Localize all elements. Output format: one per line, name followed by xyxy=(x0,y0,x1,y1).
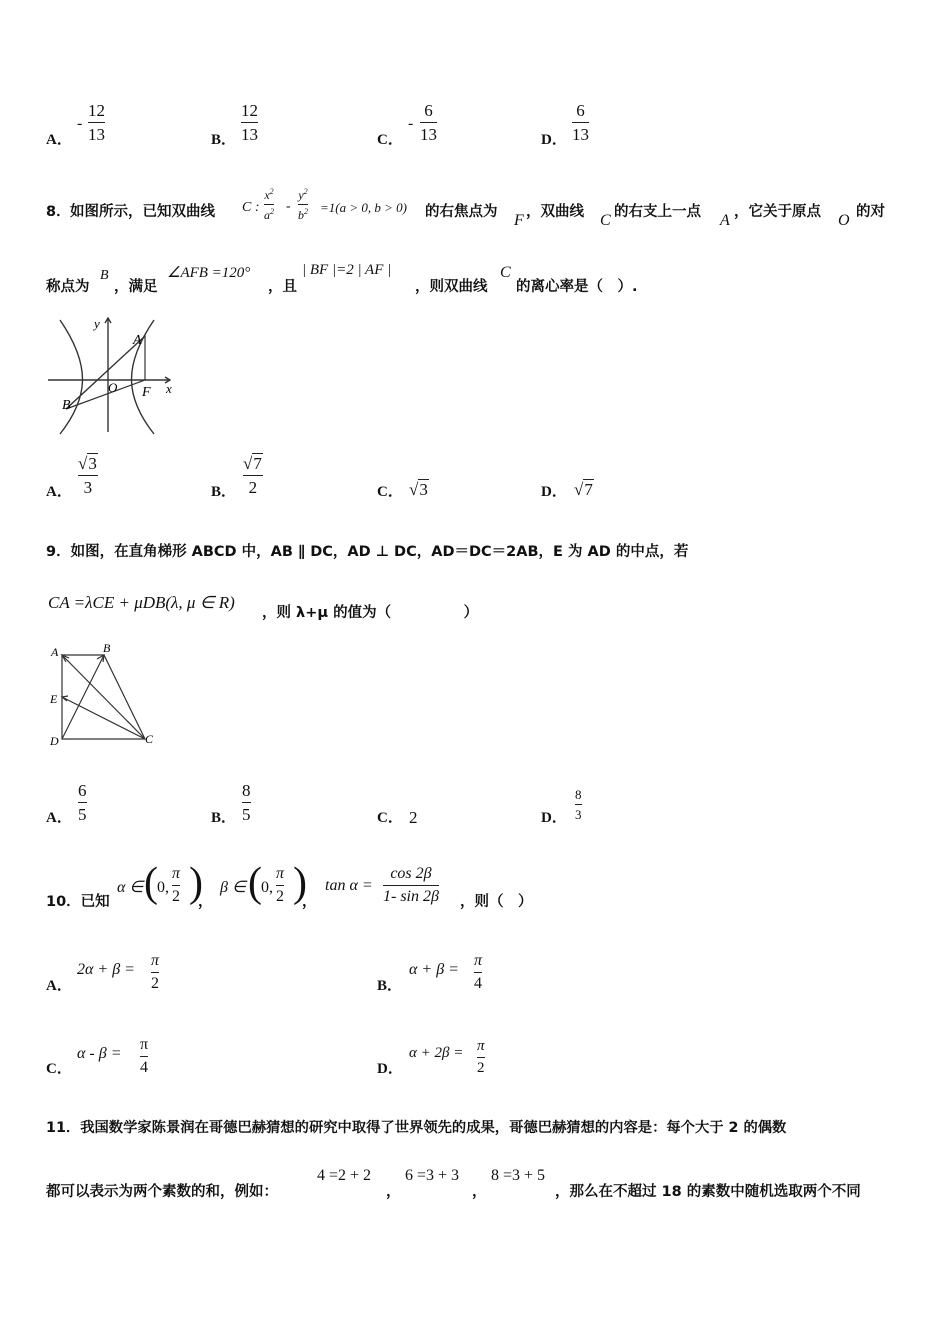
fig-label-b: B xyxy=(62,398,71,413)
q11-line-2b: ，那么在不超过 18 的素数中随机选取两个不同 xyxy=(555,1184,861,1200)
q10-tan-fraction: cos 2β 1- sin 2β xyxy=(383,865,439,905)
q10-comma-2: ， xyxy=(302,894,317,910)
q10-option-a-lhs: 2α + β = xyxy=(77,961,135,978)
q8-option-a-value: √3 3 xyxy=(78,454,97,497)
q8-curve-prefix: C : xyxy=(242,200,260,215)
q9-option-b-fraction: 8 5 xyxy=(242,781,251,824)
q10-tan-alpha: tan α = xyxy=(325,877,373,894)
q11-line-1: 11．我国数学家陈景润在哥德巴赫猜想的研究中取得了世界领先的成果，哥德巴赫猜想的内容是：每个大于 2 的偶数 xyxy=(46,1120,787,1136)
q11-sep-2: ， xyxy=(472,1184,487,1200)
q10-option-b-label[interactable]: B． xyxy=(377,978,403,994)
q7-option-b-label[interactable]: B． xyxy=(211,132,237,148)
q8-text-7: 称点为 xyxy=(46,279,90,295)
q10-comma-1: ， xyxy=(198,894,213,910)
q7-option-b-fraction: 12 13 xyxy=(241,101,258,144)
q11-example-3: 8 =3 + 5 xyxy=(491,1167,546,1184)
q9-trapezoid-figure xyxy=(44,640,162,750)
q8-text-4: 的右支上一点 xyxy=(614,204,701,220)
q8-text-5: ，它关于原点 xyxy=(734,204,821,220)
q8-point-f: F xyxy=(514,212,524,229)
q10-option-c-lhs: α - β = xyxy=(77,1045,122,1062)
fig-label-c: C xyxy=(145,732,154,746)
q10-lead: 10．已知 xyxy=(46,894,110,910)
q7-option-c-sign: - xyxy=(408,115,414,132)
fig-label-a: A xyxy=(133,333,142,348)
q10-option-d-lhs: α + 2β = xyxy=(409,1045,464,1061)
q10-beta-zero: 0, xyxy=(261,879,273,896)
q8-minus: - xyxy=(286,199,291,214)
q7-option-c-fraction: 6 13 xyxy=(420,101,437,144)
q9-option-a-label[interactable]: A． xyxy=(46,810,72,826)
q10-alpha-close-paren: ) xyxy=(189,860,203,906)
q8-curve-c2: C xyxy=(500,264,511,281)
fig-label-e: E xyxy=(50,692,58,706)
q7-option-a-label[interactable]: A． xyxy=(46,132,72,148)
q8-equation-tail: =1(a > 0, b > 0) xyxy=(320,200,407,215)
q9-option-c-value: 2 xyxy=(409,808,418,827)
q7-option-a-fraction: 12 13 xyxy=(88,101,105,144)
fig-label-x: x xyxy=(166,381,172,396)
q10-option-a-label[interactable]: A． xyxy=(46,978,72,994)
q8-text-3: ，双曲线 xyxy=(526,204,584,220)
q10-beta-in: β ∈ xyxy=(220,879,246,896)
q10-alpha-in: α ∈ xyxy=(117,879,144,896)
fig-label-b: B xyxy=(103,641,111,655)
q10-alpha-open-paren: ( xyxy=(144,860,158,906)
q8-angle-condition: ∠AFB =120° xyxy=(167,265,251,281)
q8-option-b-value: √7 2 xyxy=(243,454,262,497)
q8-option-b-label[interactable]: B． xyxy=(211,484,237,500)
q10-tail: ，则（ ） xyxy=(460,894,533,910)
q7-option-d-label[interactable]: D． xyxy=(541,132,567,148)
q11-example-2: 6 =3 + 3 xyxy=(405,1167,460,1184)
q11-example-1: 4 =2 + 2 xyxy=(317,1167,372,1184)
q9-line-2: ，则 λ+μ 的值为（ ） xyxy=(262,605,479,621)
q8-point-b: B xyxy=(100,268,109,283)
q10-alpha-upper: π 2 xyxy=(172,865,181,905)
q9-option-d-fraction: 8 3 xyxy=(575,787,582,822)
q10-option-b-lhs: α + β = xyxy=(409,961,459,978)
q8-point-o: O xyxy=(838,212,850,229)
q8-text-6: 的对 xyxy=(856,204,885,220)
q8-number: 8． xyxy=(46,204,71,220)
q8-text-8: ，满足 xyxy=(114,279,158,295)
fig-label-f: F xyxy=(142,385,151,400)
q10-alpha-zero: 0, xyxy=(157,879,169,896)
q10-option-c-label[interactable]: C． xyxy=(46,1061,72,1077)
q10-beta-open-paren: ( xyxy=(248,860,262,906)
q9-vector-expression: CA =λCE + μDB(λ, μ ∈ R) xyxy=(48,593,235,612)
vector-db xyxy=(62,655,104,739)
q8-hyperbola-figure xyxy=(44,314,184,436)
q8-curve-c: C xyxy=(600,212,611,229)
q10-option-a-fraction: π 2 xyxy=(151,952,160,992)
q7-option-d-fraction: 6 13 xyxy=(572,101,589,144)
q11-line-2a: 都可以表示为两个素数的和，例如： xyxy=(46,1184,278,1200)
q9-option-b-label[interactable]: B． xyxy=(211,810,237,826)
q8-text-10: ，则双曲线 xyxy=(415,279,488,295)
q11-sep-1: ， xyxy=(386,1184,401,1200)
fig-label-y: y xyxy=(94,316,100,331)
q8-point-a: A xyxy=(720,212,730,229)
fig-label-a: A xyxy=(51,645,59,659)
vector-ca xyxy=(62,655,145,739)
q10-option-d-fraction: π 2 xyxy=(477,1038,485,1076)
q10-option-c-fraction: π 4 xyxy=(140,1036,149,1076)
q9-option-c-label[interactable]: C． xyxy=(377,810,403,826)
q8-text-1: 如图所示，已知双曲线 xyxy=(70,204,215,220)
q9-option-a-fraction: 6 5 xyxy=(78,781,87,824)
q8-x2-over-a2: $x^2$ $a^2$ xyxy=(264,187,274,222)
q8-option-a-label[interactable]: A． xyxy=(46,484,72,500)
q7-option-a-sign: - xyxy=(77,115,83,132)
q8-option-d-value: √7 xyxy=(574,480,593,499)
vector-ce xyxy=(62,697,145,739)
q8-option-d-label[interactable]: D． xyxy=(541,484,567,500)
fig-label-o: O xyxy=(108,380,118,395)
q8-text-9: ，且 xyxy=(268,279,297,295)
q10-beta-close-paren: ) xyxy=(293,860,307,906)
left-branch xyxy=(60,320,83,434)
q9-option-d-label[interactable]: D． xyxy=(541,810,567,826)
q8-length-condition: | BF |=2 | AF | xyxy=(302,262,392,278)
q9-line-1: 9．如图，在直角梯形 ABCD 中，AB ∥ DC，AD ⊥ DC，AD＝DC＝2AB，E 为 AD 的中点，若 xyxy=(46,544,689,560)
fig-label-d: D xyxy=(50,734,59,748)
q8-text-11: 的离心率是（ ）. xyxy=(516,279,638,295)
q8-option-c-label[interactable]: C． xyxy=(377,484,403,500)
q10-beta-upper: π 2 xyxy=(276,865,285,905)
q10-option-d-label[interactable]: D． xyxy=(377,1061,403,1077)
q8-y2-over-b2: $y^2$ $b^2$ xyxy=(298,187,308,222)
q8-text-2: 的右焦点为 xyxy=(425,204,498,220)
q10-option-b-fraction: π 4 xyxy=(474,952,483,992)
q8-option-c-value: √3 xyxy=(409,480,428,499)
q7-option-c-label[interactable]: C． xyxy=(377,132,403,148)
